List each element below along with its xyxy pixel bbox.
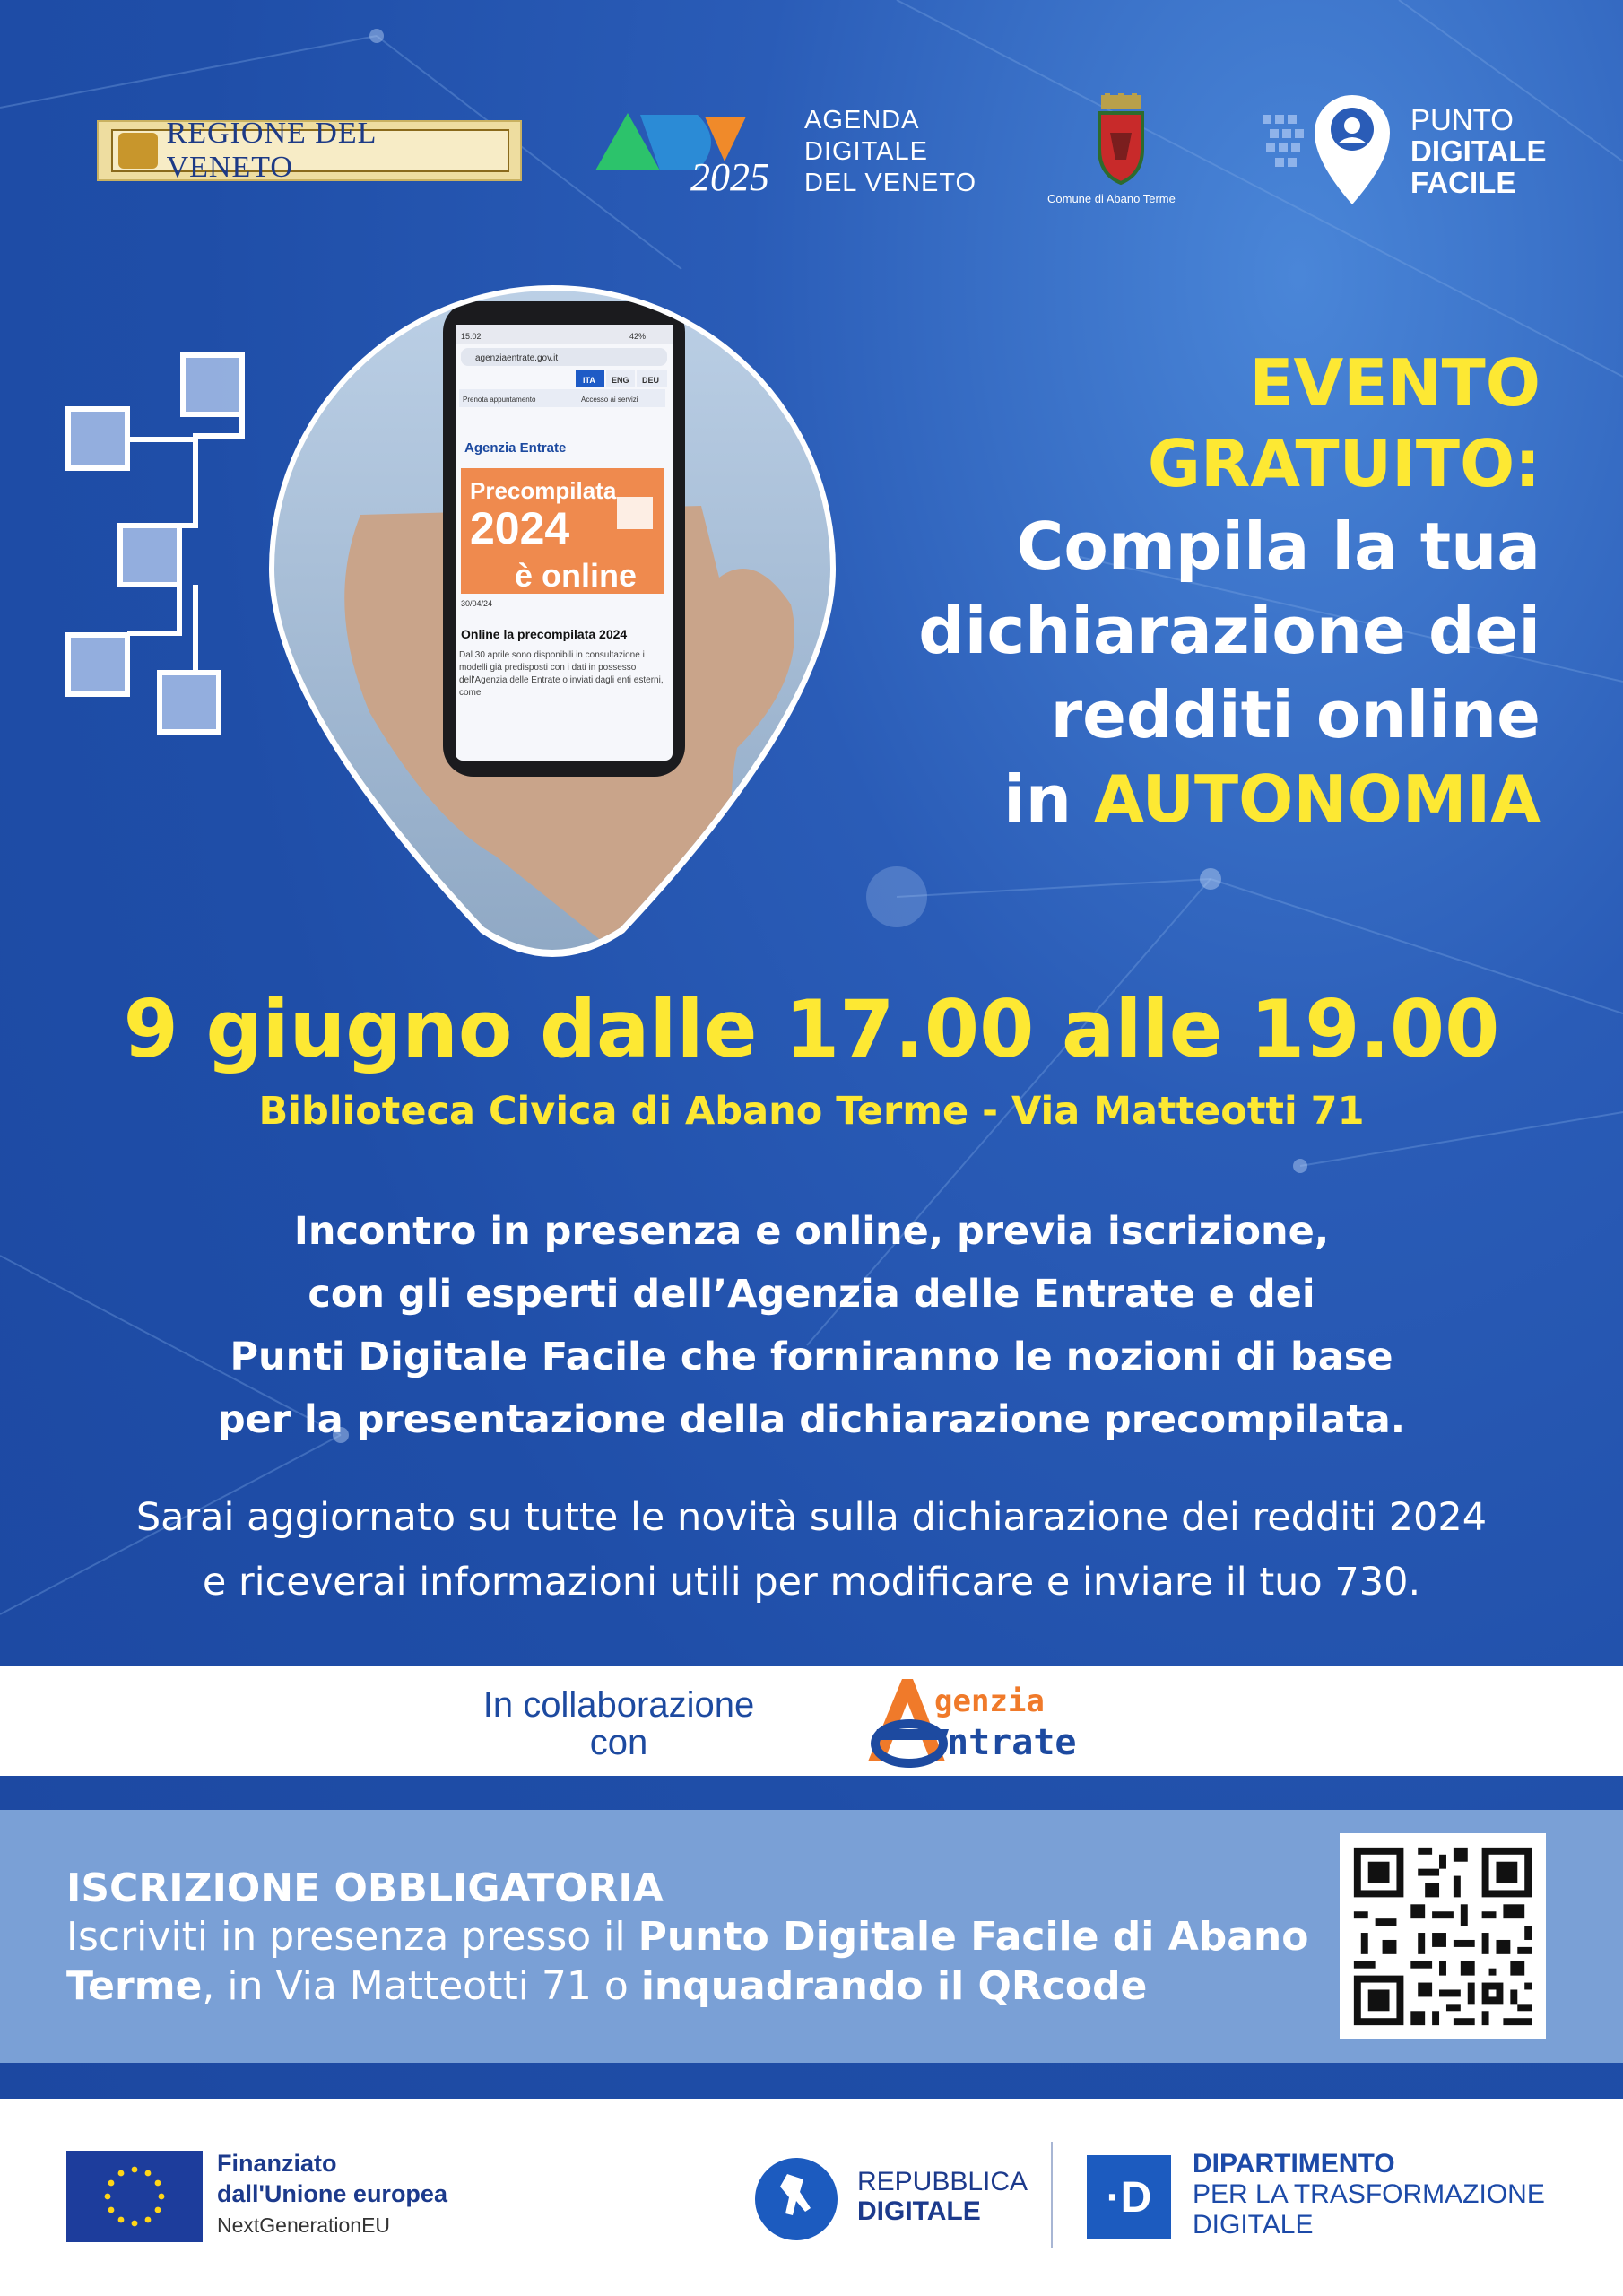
eu-flag-icon xyxy=(66,2151,203,2242)
phone-article-text: Dal 30 aprile sono disponibili in consultazione i modelli già predisposti con i dati in possesso dell'Agenzia delle Entrate o inviati dagli enti esterni, come xyxy=(459,650,664,698)
headline-line-6: in AUTONOMIA xyxy=(1003,761,1541,837)
agenzia-entrate-logo xyxy=(859,1672,1164,1770)
footer-divider xyxy=(1051,2142,1053,2248)
headline-line-3: Compila la tua xyxy=(1016,509,1541,584)
svg-text:Agenzia Entrate: Agenzia Entrate xyxy=(464,440,567,456)
event-date-time: 9 giugno dalle 17.00 alle 19.00 xyxy=(123,983,1500,1075)
agenda-digitale-text: AGENDA DIGITALE DEL VENETO xyxy=(804,106,977,197)
regione-veneto-logo: REGIONE DEL VENETO xyxy=(97,120,522,181)
headline xyxy=(918,343,1541,841)
headline-line-1: EVENTO xyxy=(1249,345,1541,421)
svg-text:Prenota appuntamento: Prenota appuntamento xyxy=(463,396,536,404)
repubblica-digitale-text: REPUBBLICA DIGITALE xyxy=(857,2167,1028,2226)
svg-text:ntrate: ntrate xyxy=(947,1722,1077,1763)
qr-code-icon xyxy=(1340,1833,1546,2039)
pixel-squares-decoration xyxy=(61,346,258,741)
svg-text:ITA: ITA xyxy=(583,376,595,385)
headline-line-5: redditi online xyxy=(1050,677,1541,752)
svg-text:15:02: 15:02 xyxy=(461,332,482,341)
eu-funding-text: Finanziato dall'Unione europea NextGenerationEU xyxy=(217,2150,447,2237)
svg-text:30/04/24: 30/04/24 xyxy=(461,599,493,608)
registration-qr-code[interactable] xyxy=(1340,1833,1546,2039)
svg-text:Precompilata: Precompilata xyxy=(470,477,617,504)
repubblica-digitale-logo-icon xyxy=(753,2156,839,2242)
svg-text:DEU: DEU xyxy=(642,376,660,385)
dipartimento-text: DIPARTIMENTO PER LA TRASFORMAZIONE DIGITALE xyxy=(1193,2149,1545,2239)
headline-line-4: dichiarazione dei xyxy=(918,593,1541,668)
svg-text:Accesso ai servizi: Accesso ai servizi xyxy=(581,396,638,404)
event-description: Incontro in presenza e online, previa iscrizione, con gli esperti dell’Agenzia delle Entrate e dei Punti Digitale Facile che forniranno le nozioni di base per la presentazione della dichiarazione precompilata. xyxy=(217,1209,1406,1442)
svg-text:è online: è online xyxy=(515,557,638,594)
collaboration-text: In collaborazione con xyxy=(482,1685,755,1762)
comune-label: Comune di Abano Terme xyxy=(1047,192,1176,205)
agenda-year: 2025 xyxy=(690,155,769,199)
headline-line-2: GRATUITO: xyxy=(1147,426,1541,501)
punto-digitale-facile-logo-icon xyxy=(1263,90,1406,212)
punto-digitale-facile-text: PUNTO DIGITALE FACILE xyxy=(1410,103,1547,199)
event-info: Sarai aggiornato su tutte le novità sulla dichiarazione dei redditi 2024 e riceverai informazioni utili per modificare e inviare il tuo 730. xyxy=(135,1495,1488,1605)
registration-text: Iscriviti in presenza presso il Punto Digitale Facile di Abano Terme, in Via Matteotti 71 o inquadrando il QRcode xyxy=(66,1914,1309,2009)
svg-text:ENG: ENG xyxy=(612,376,629,385)
event-place: Biblioteca Civica di Abano Terme - Via Matteotti 71 xyxy=(258,1089,1365,1134)
registration-title: ISCRIZIONE OBBLIGATORIA xyxy=(66,1866,664,1911)
svg-text:42%: 42% xyxy=(629,332,647,341)
svg-text:agenziaentrate.gov.it: agenziaentrate.gov.it xyxy=(475,353,559,363)
svg-text:Online la precompilata 2024: Online la precompilata 2024 xyxy=(461,627,628,641)
comune-crest-icon xyxy=(1087,93,1155,187)
dipartimento-logo-icon: ·D xyxy=(1087,2155,1171,2239)
collaboration-band xyxy=(0,1666,1623,1776)
svg-text:genzia: genzia xyxy=(934,1683,1045,1719)
phone-photo-pin xyxy=(253,282,852,963)
svg-text:2024: 2024 xyxy=(470,503,570,553)
lion-of-st-mark-icon xyxy=(118,133,158,169)
